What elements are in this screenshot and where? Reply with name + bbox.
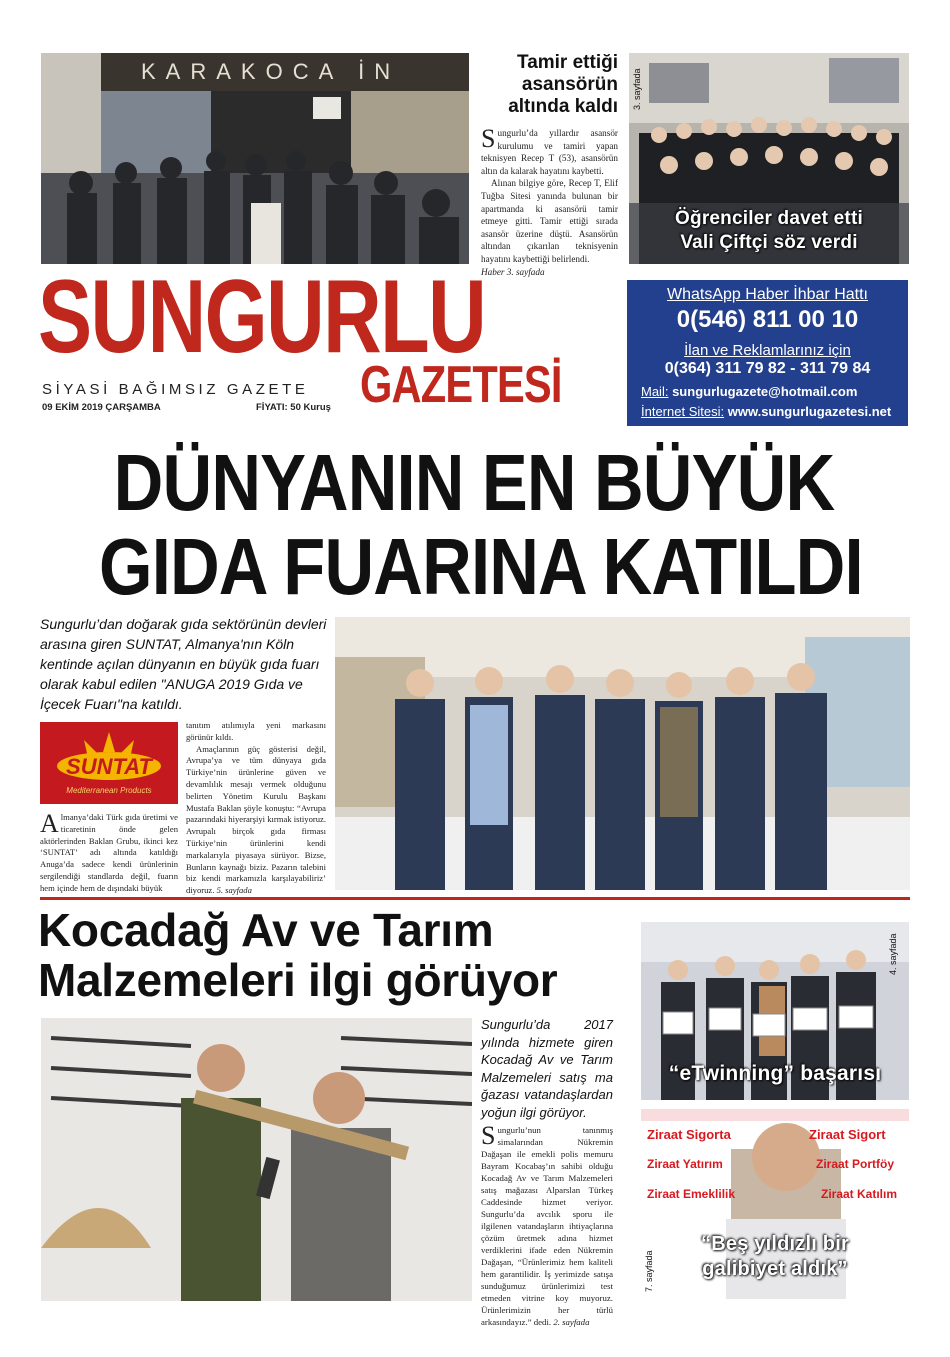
main-story-col2 <box>186 720 326 897</box>
ziraat-banner-2: Ziraat Sigort <box>809 1127 886 1142</box>
main-headline-line2: GIDA FUARINA KATILDI <box>99 522 863 611</box>
main-headline-line1: DÜNYANIN EN BÜYÜK <box>113 438 835 527</box>
masthead-subtitle: GAZETESİ <box>360 356 562 414</box>
fair-photo <box>335 617 910 890</box>
second-story-body <box>481 1121 613 1328</box>
students-caption-line2: Vali Çiftçi söz verdi <box>680 232 858 253</box>
suntat-logo-text: SUNTAT <box>66 754 152 779</box>
main-story-col1 <box>40 809 178 895</box>
second-story-dropcap: S <box>481 1121 496 1150</box>
site-label: İnternet Sitesi: <box>641 404 725 419</box>
site-line <box>641 404 901 419</box>
etwinning-page-tag: 4. sayfada <box>888 933 898 975</box>
second-story-text: ungurlu’nun tanınmış simalarından Nükremin Dağaşan ile emekli polis memuru Bayram Kocabaş’ın sahibi olduğu Kocadağ Av ve Tarım Malzemeleri satış mağazası Alparslan Türkeş Caddesinde hizmet veriyor. Sungurlu’da avcılık sporu ile ilgilenen vatandaşların ihtiyaçlarına çözüm üretmek adına hizmet verdiklerini ifade eden Nükremin Dağaşan, “Ürünlerimiz hem kaliteli hem garantilidir. İş yerimizde satışa sunduğumuz ürünlerimizi test etmeden vitrine koy muyoruz. Ürünlerimizin her türlü arkasındayız.” dedi. <box>481 1125 613 1327</box>
top-story-dropcap: S <box>481 124 496 153</box>
main-story-byline: 5. sayfada <box>216 885 252 896</box>
ziraat-caption-line1: “Beş yıldızlı bir <box>701 1233 849 1255</box>
second-story-lead: Sungurlu’da 2017 yılında hizmete giren Kocadağ Av ve Tarım Malzemeleri satış ma ğazası vatandaşlardan yoğun ilgi görüyor. <box>481 1017 613 1120</box>
ziraat-caption-line2: galibiyet aldık” <box>702 1258 848 1280</box>
suntat-logo <box>40 722 178 804</box>
photo-sign-text: KARAKOCA İN <box>141 59 401 84</box>
mail-link[interactable]: sungurlugazete@hotmail.com <box>672 384 858 399</box>
masthead-date: 09 EKİM 2019 ÇARŞAMBA <box>42 402 161 413</box>
main-story-col2-b: Amaçlarının güç gösterisi değil, Avrupa’ya ve tüm dünyaya gıda Türkiye’nin ürünlerine güven ve devamlılık mesajı vermek olduğunu belirten Yönetim Kurulu Başkanı Mustafa Baklan şöyle konuştu: “Avrupa pazarındaki hiyerarşiyi kırmak istiyoruz. Avrupalı birçok gıda firması Türkiye’nin ürünlerini kendi markalarıyla piyasaya sürüyor. Bizse, Bunların kaynağı biziz. Pazarın talebini biz kendi markamızla karşılayabiliriz’ diyoruz. <box>186 743 326 896</box>
ads-label: İlan ve Reklamlarınız için <box>684 342 851 359</box>
second-story-byline: 2. sayfada <box>553 1317 590 1327</box>
top-story-body <box>481 124 618 278</box>
top-story-headline: Tamir ettiği asansörün altında kaldı <box>508 52 618 117</box>
ziraat-banner-4: Ziraat Portföy <box>816 1157 895 1171</box>
second-story-headline-line2: Malzemeleri ilgi görüyor <box>38 954 558 1006</box>
top-story-byline: Haber 3. sayfada <box>481 266 545 277</box>
etwinning-caption: “eTwinning” başarısı <box>668 1062 882 1085</box>
top-story-photo <box>41 53 469 264</box>
masthead-slogan: SİYASİ BAĞIMSIZ GAZETE <box>42 381 309 398</box>
mail-label: Mail: <box>641 384 669 399</box>
ziraat-banner-1: Ziraat Sigorta <box>647 1127 731 1142</box>
main-story-col1-dropcap: A <box>40 809 59 838</box>
ziraat-page-tag: 7. sayfada <box>644 1250 654 1292</box>
main-story-lead: Sungurlu’dan doğarak gıda sektörünün devleri arasına giren SUNTAT, Almanya'nın Köln kentinde açılan dünyanın en büyük gıda fuarı olarak kabul edilen "ANUGA 2019 Gıda ve İçecek Fuarı"na katıldı. <box>40 616 327 712</box>
site-link[interactable]: www.sungurlugazetesi.net <box>727 404 892 419</box>
whatsapp-label: WhatsApp Haber İhbar Hattı <box>667 286 868 303</box>
mail-line <box>641 384 901 399</box>
ziraat-banner-6: Ziraat Katılım <box>821 1187 898 1201</box>
second-story-headline-line1: Kocadağ Av ve Tarım <box>38 904 494 956</box>
top-right-page-tag: 3. sayfada <box>632 68 642 110</box>
gun-shop-photo <box>41 1018 472 1301</box>
masthead-price: FİYATI: 50 Kuruş <box>256 402 331 413</box>
main-story-col1-text: lmanya’daki Türk gıda üretimi ve ticaretinin önde gelen aktörlerinden Baklan Grubu, ikinci kez ‘SUNTAT’ adı altında katıldığı Anuga’da sadece kendi ürünlerinin sergilendiği standlarda değil, fuarın hem içinde hem de dışındaki büyük <box>40 812 178 893</box>
suntat-logo-tagline: Mediterranean Products <box>66 786 152 795</box>
masthead-title: SUNGURLU <box>38 259 486 375</box>
main-story-col2-a: tanıtım atılımıyla yeni markasını görünür kıldı. <box>186 720 326 742</box>
top-story-paragraph-2: Alınan bilgiye göre, Recep T, Elif Tuğba Sitesi yanında bulunan bir apartmanda ki asansörü tamir etmeye gitti. Tamir ettiği sırada asansör üzerine düştü. Asansörün altından çıkarılan teknisyenin hayatını kaybettiği belirlendi. <box>481 178 618 264</box>
second-story-headline <box>38 905 628 1005</box>
ziraat-banner-3: Ziraat Yatırım <box>647 1157 723 1171</box>
ads-numbers[interactable]: 0(364) 311 79 82 - 311 79 84 <box>664 360 871 377</box>
section-divider <box>40 897 910 900</box>
top-story-paragraph-1: ungurlu’da yıllardır asansör kurulumu ve tamiri yapan teknisyen Recep T (53), asansörün altın da kalarak hayatını kaybetti. <box>481 128 618 176</box>
whatsapp-number[interactable]: 0(546) 811 00 10 <box>676 306 859 333</box>
ziraat-banner-5: Ziraat Emeklilik <box>647 1187 736 1201</box>
contact-info-box <box>627 280 908 426</box>
students-caption-line1: Öğrenciler davet etti <box>675 208 863 229</box>
